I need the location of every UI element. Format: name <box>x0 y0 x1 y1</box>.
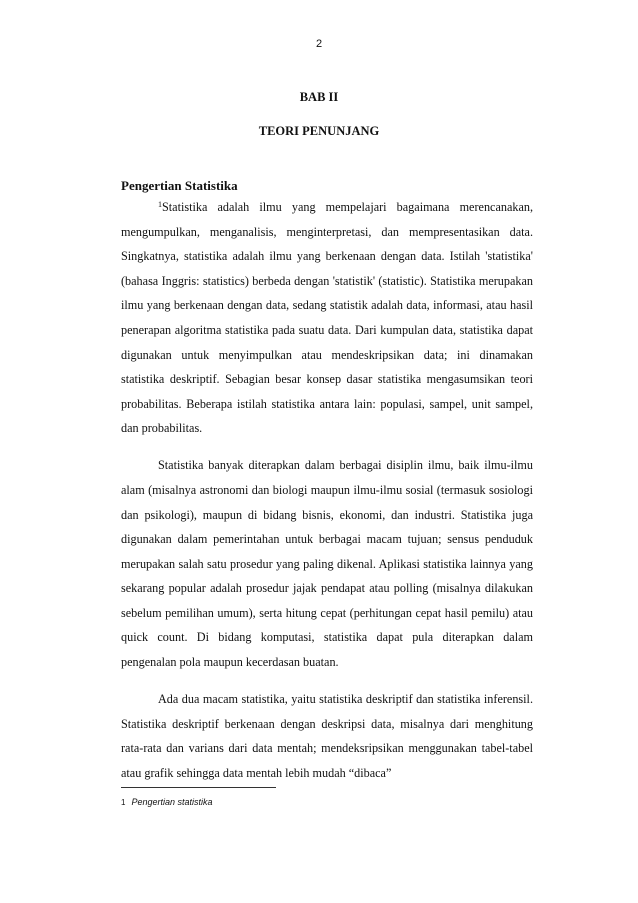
footnote-reference: 1 <box>158 200 162 209</box>
paragraph-2: Statistika banyak diterapkan dalam berbagai disiplin ilmu, baik ilmu-ilmu alam (misalnya astronomi dan biologi maupun ilmu-ilmu sosial (termasuk sosiologi dan psikologi), maupun di bidang bisnis, ekonomi, dan industri. Statistika juga digunakan dalam pemerintahan untuk berbagai macam tujuan; sensus penduduk merupakan salah satu prosedur yang paling dikenal. Aplikasi statistika lainnya yang sekarang popular adalah prosedur jajak pendapat atau polling (misalnya dilakukan sebelum pemilihan umum), serta hitung cepat (perhitungan cepat hasil pemilu) atau quick count. Di bidang komputasi, statistika dapat pula diterapkan dalam pengenalan pola maupun kecerdasan buatan. <box>121 458 533 670</box>
paragraph-3: Ada dua macam statistika, yaitu statistika deskriptif dan statistika inferensil. Statistika deskriptif berkenaan dengan deskripsi data, misalnya dari menghitung rata-rata dan varians dari data mentah; mendeksripsikan menggunakan tabel-tabel atau grafik sehingga data mentah lebih mudah “dibaca” <box>121 692 533 780</box>
footnote-text: Pengertian statistika <box>131 797 213 807</box>
page-number: 2 <box>315 38 323 50</box>
body-text <box>121 195 533 785</box>
footnote-mark: 1 <box>121 798 126 807</box>
paragraph-1 <box>121 195 533 441</box>
footnote-divider <box>121 787 276 788</box>
chapter-title: TEORI PENUNJANG <box>258 124 380 138</box>
footnote <box>121 797 213 807</box>
chapter-heading: BAB II <box>299 90 339 104</box>
section-heading: Pengertian Statistika <box>121 178 238 193</box>
paragraph-1-text: Statistika adalah ilmu yang mempelajari bagaimana merencanakan, mengumpulkan, menganalisis, menginterpretasi, dan mempresentasikan data. Singkatnya, statistika adalah ilmu yang berkenaan dengan data. Istilah 'statistika' (bahasa Inggris: statistics) berbeda dengan 'statistik' (statistic). Statistika merupakan ilmu yang berkenaan dengan data, sedang statistik adalah data, informasi, atau hasil penerapan algoritma statistika pada suatu data. Dari kumpulan data, statistika dapat digunakan untuk menyimpulkan atau mendeskripsikan data; ini dinamakan statistika deskriptif. Sebagian besar konsep dasar statistika mengasumsikan teori probabilitas. Beberapa istilah statistika antara lain: populasi, sampel, unit sampel, dan probabilitas. <box>121 200 533 436</box>
